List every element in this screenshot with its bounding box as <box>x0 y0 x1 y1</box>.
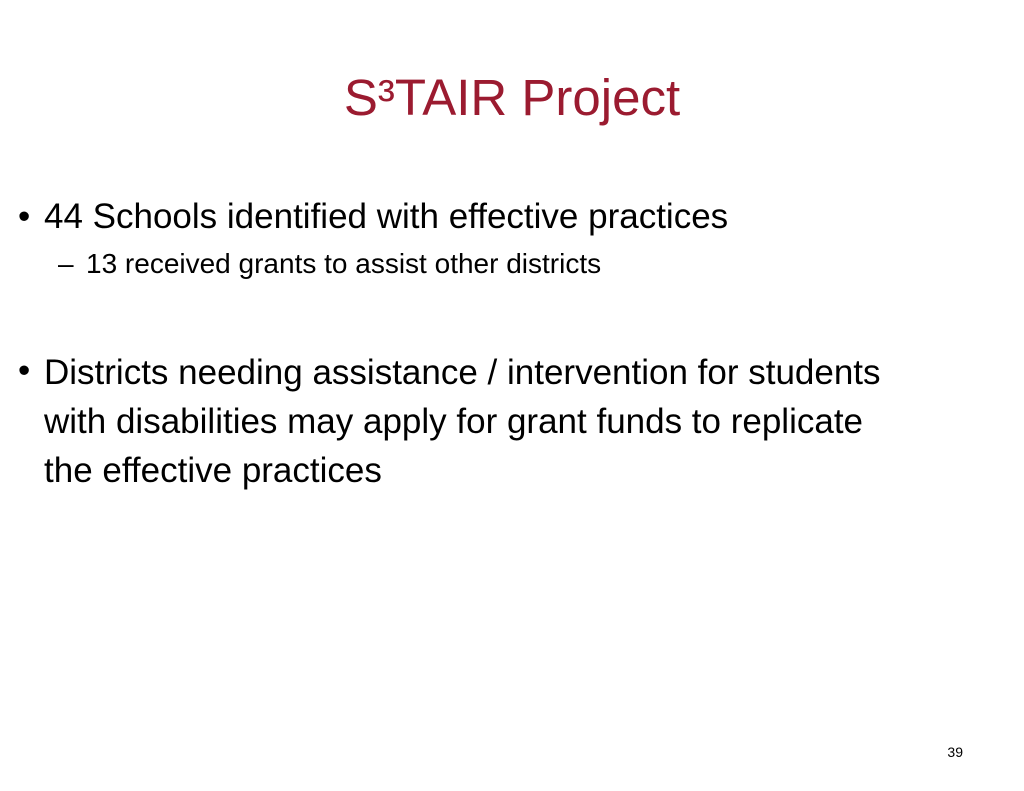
slide-title: S³TAIR Project <box>343 69 681 126</box>
bullet-list <box>18 194 918 495</box>
bullet-item <box>18 194 918 240</box>
sub-bullet-marker: – <box>58 248 74 279</box>
bullet-marker: • <box>18 197 31 236</box>
sub-bullet-text: 13 received grants to assist other districts <box>86 248 602 279</box>
sub-bullet-item <box>18 244 918 284</box>
bullet-item <box>18 348 918 495</box>
bullet-text: 44 Schools identified with effective practices <box>44 197 729 236</box>
bullet-marker: • <box>18 351 31 390</box>
bullet-text: Districts needing assistance / intervention for students with disabilities may apply for grant funds to replicate the effective practices <box>44 353 881 490</box>
page-number: 39 <box>947 744 963 760</box>
